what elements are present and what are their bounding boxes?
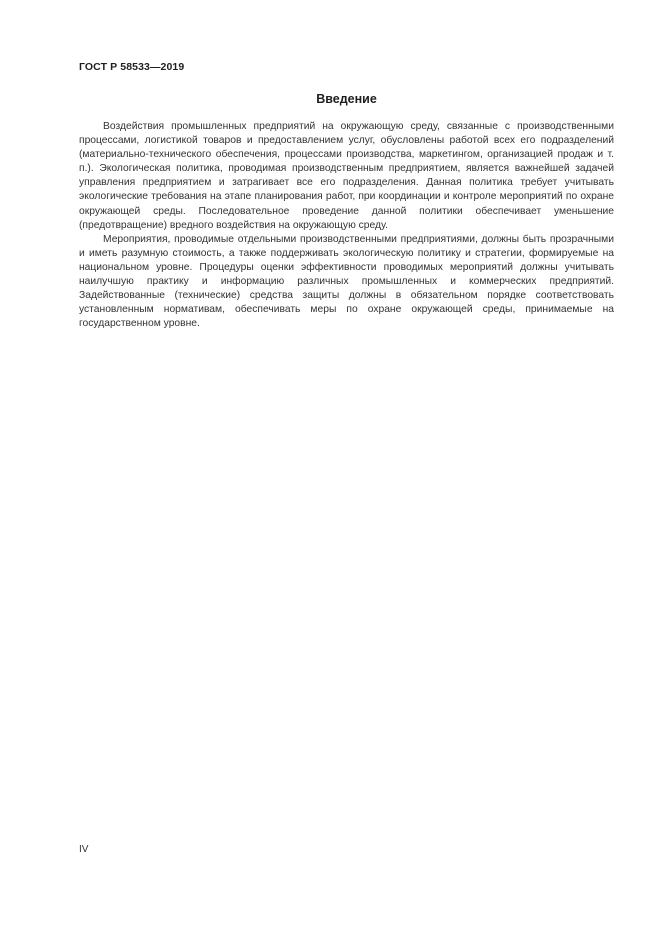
standard-id: ГОСТ Р 58533—2019 [79, 61, 185, 73]
paragraph: Воздействия промышленных предприятий на окружающую среду, связанные с производственными процессами, логистикой товаров и предоставлением услуг, обусловлены работой всех его подразделений (материально-технического обеспечения, процессами производства, маркетингом, организацией продаж и т. п.). Экологическая политика, проводимая производственным предприятием, является важнейшей задачей управления предприятием и затрагивает все его подразделения. Данная политика требует учитывать экологические требования на этапе планирования работ, при координации и контроле мероприятий по охране окружающей среды. Последовательное проведение данной политики обеспечивает уменьшение (предотвращение) вредного воздействия на окружающую среду. [79, 121, 614, 231]
page-number: IV [79, 844, 89, 855]
section-body [79, 120, 614, 331]
document-header [79, 61, 184, 73]
section-title: Введение [316, 92, 377, 106]
paragraph: Мероприятия, проводимые отдельными производственными предприятиями, должны быть прозрачными и иметь разумную стоимость, а также поддерживать экологическую политику и стратегии, формируемые на национальном уровне. Процедуры оценки эффективности проводимых мероприятий должны учитывать наилучшую практику и информацию различных промышленных и коммерческих предприятий. Задействованные (технические) средства защиты должны в обязательном порядке соответствовать установленным нормативам, обеспечивать меры по охране окружающей среды, принимаемые на государственном уровне. [79, 233, 614, 330]
